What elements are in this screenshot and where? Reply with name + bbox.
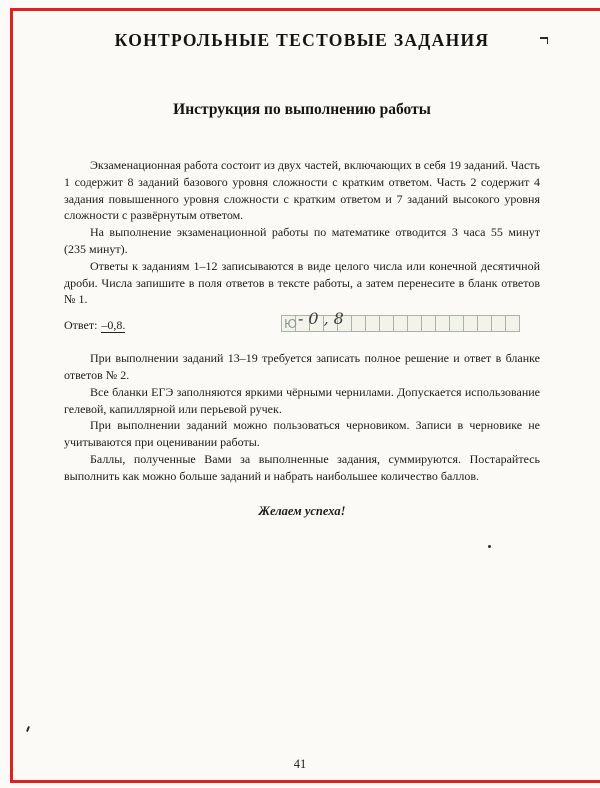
answer-grid-cell [477,315,492,332]
paragraph-time-limit: На выполнение экзаменационной работы по математике отводится 3 часа 55 минут (235 минут). [64,225,540,256]
answer-grid-prefix: Ю [284,317,297,332]
page-number: 41 [293,757,307,771]
answer-grid-handwriting: -0,8 [298,309,349,329]
answer-grid-cell [505,315,520,332]
instructions-text [64,157,540,519]
answer-grid-cell [407,315,422,332]
paragraph-black-ink: Все бланки ЕГЭ заполняются яркими чёрными чернилами. Допускается использование гелевой, капиллярной или перьевой ручек. [64,384,540,416]
answer-grid-cell [463,315,478,332]
section-subtitle: Инструкция по выполнению работы [173,101,431,118]
scan-artifact-comma [26,726,30,732]
scan-artifact-tick [540,37,548,44]
answer-grid-cell [379,315,394,332]
scan-artifact-dot [488,545,491,548]
answer-grid-cell [365,315,380,332]
answer-grid-cell [491,315,506,332]
paragraph-exam-structure: Экзаменационная работа состоит из двух частей, включающих в себя 19 заданий. Часть 1 содержит 8 заданий базового уровня сложности с кратким ответом. Часть 2 содержит 4 задания повышенного уровня сложности с кратким ответом и 7 заданий высокого уровня сложности с развёрнутым ответом. [64,158,540,223]
page-title: КОНТРОЛЬНЫЕ ТЕСТОВЫЕ ЗАДАНИЯ [114,30,490,50]
answer-grid-cell [351,315,366,332]
answer-grid-cell [421,315,436,332]
answer-grid-cell [393,315,408,332]
answer-grid-cell [449,315,464,332]
closing-wish: Желаем успеха! [258,503,346,518]
answer-grid [282,309,520,333]
page-content [64,30,540,519]
answer-grid-cell [435,315,450,332]
paragraph-draft-use: При выполнении заданий можно пользоваться черновиком. Записи в черновике не учитываются при оценивании работы. [64,418,540,450]
answer-label: Ответ: [64,318,98,333]
answer-value: –0,8. [101,318,126,333]
paragraph-scoring: Баллы, полученные Вами за выполненные задания, суммируются. Постарайтесь выполнить как можно больше заданий и набрать наибольшее количество баллов. [64,451,540,483]
paragraph-tasks-13-19: При выполнении заданий 13–19 требуется записать полное решение и ответ в бланке ответов № 2. [64,351,540,382]
paragraph-answers-1-12: Ответы к заданиям 1–12 записываются в виде целого числа или конечной десятичной дроби. Числа запишите в поля ответов в тексте работы, а затем перенесите в бланк ответов № 1. [64,258,540,307]
answer-example-row [64,309,540,337]
